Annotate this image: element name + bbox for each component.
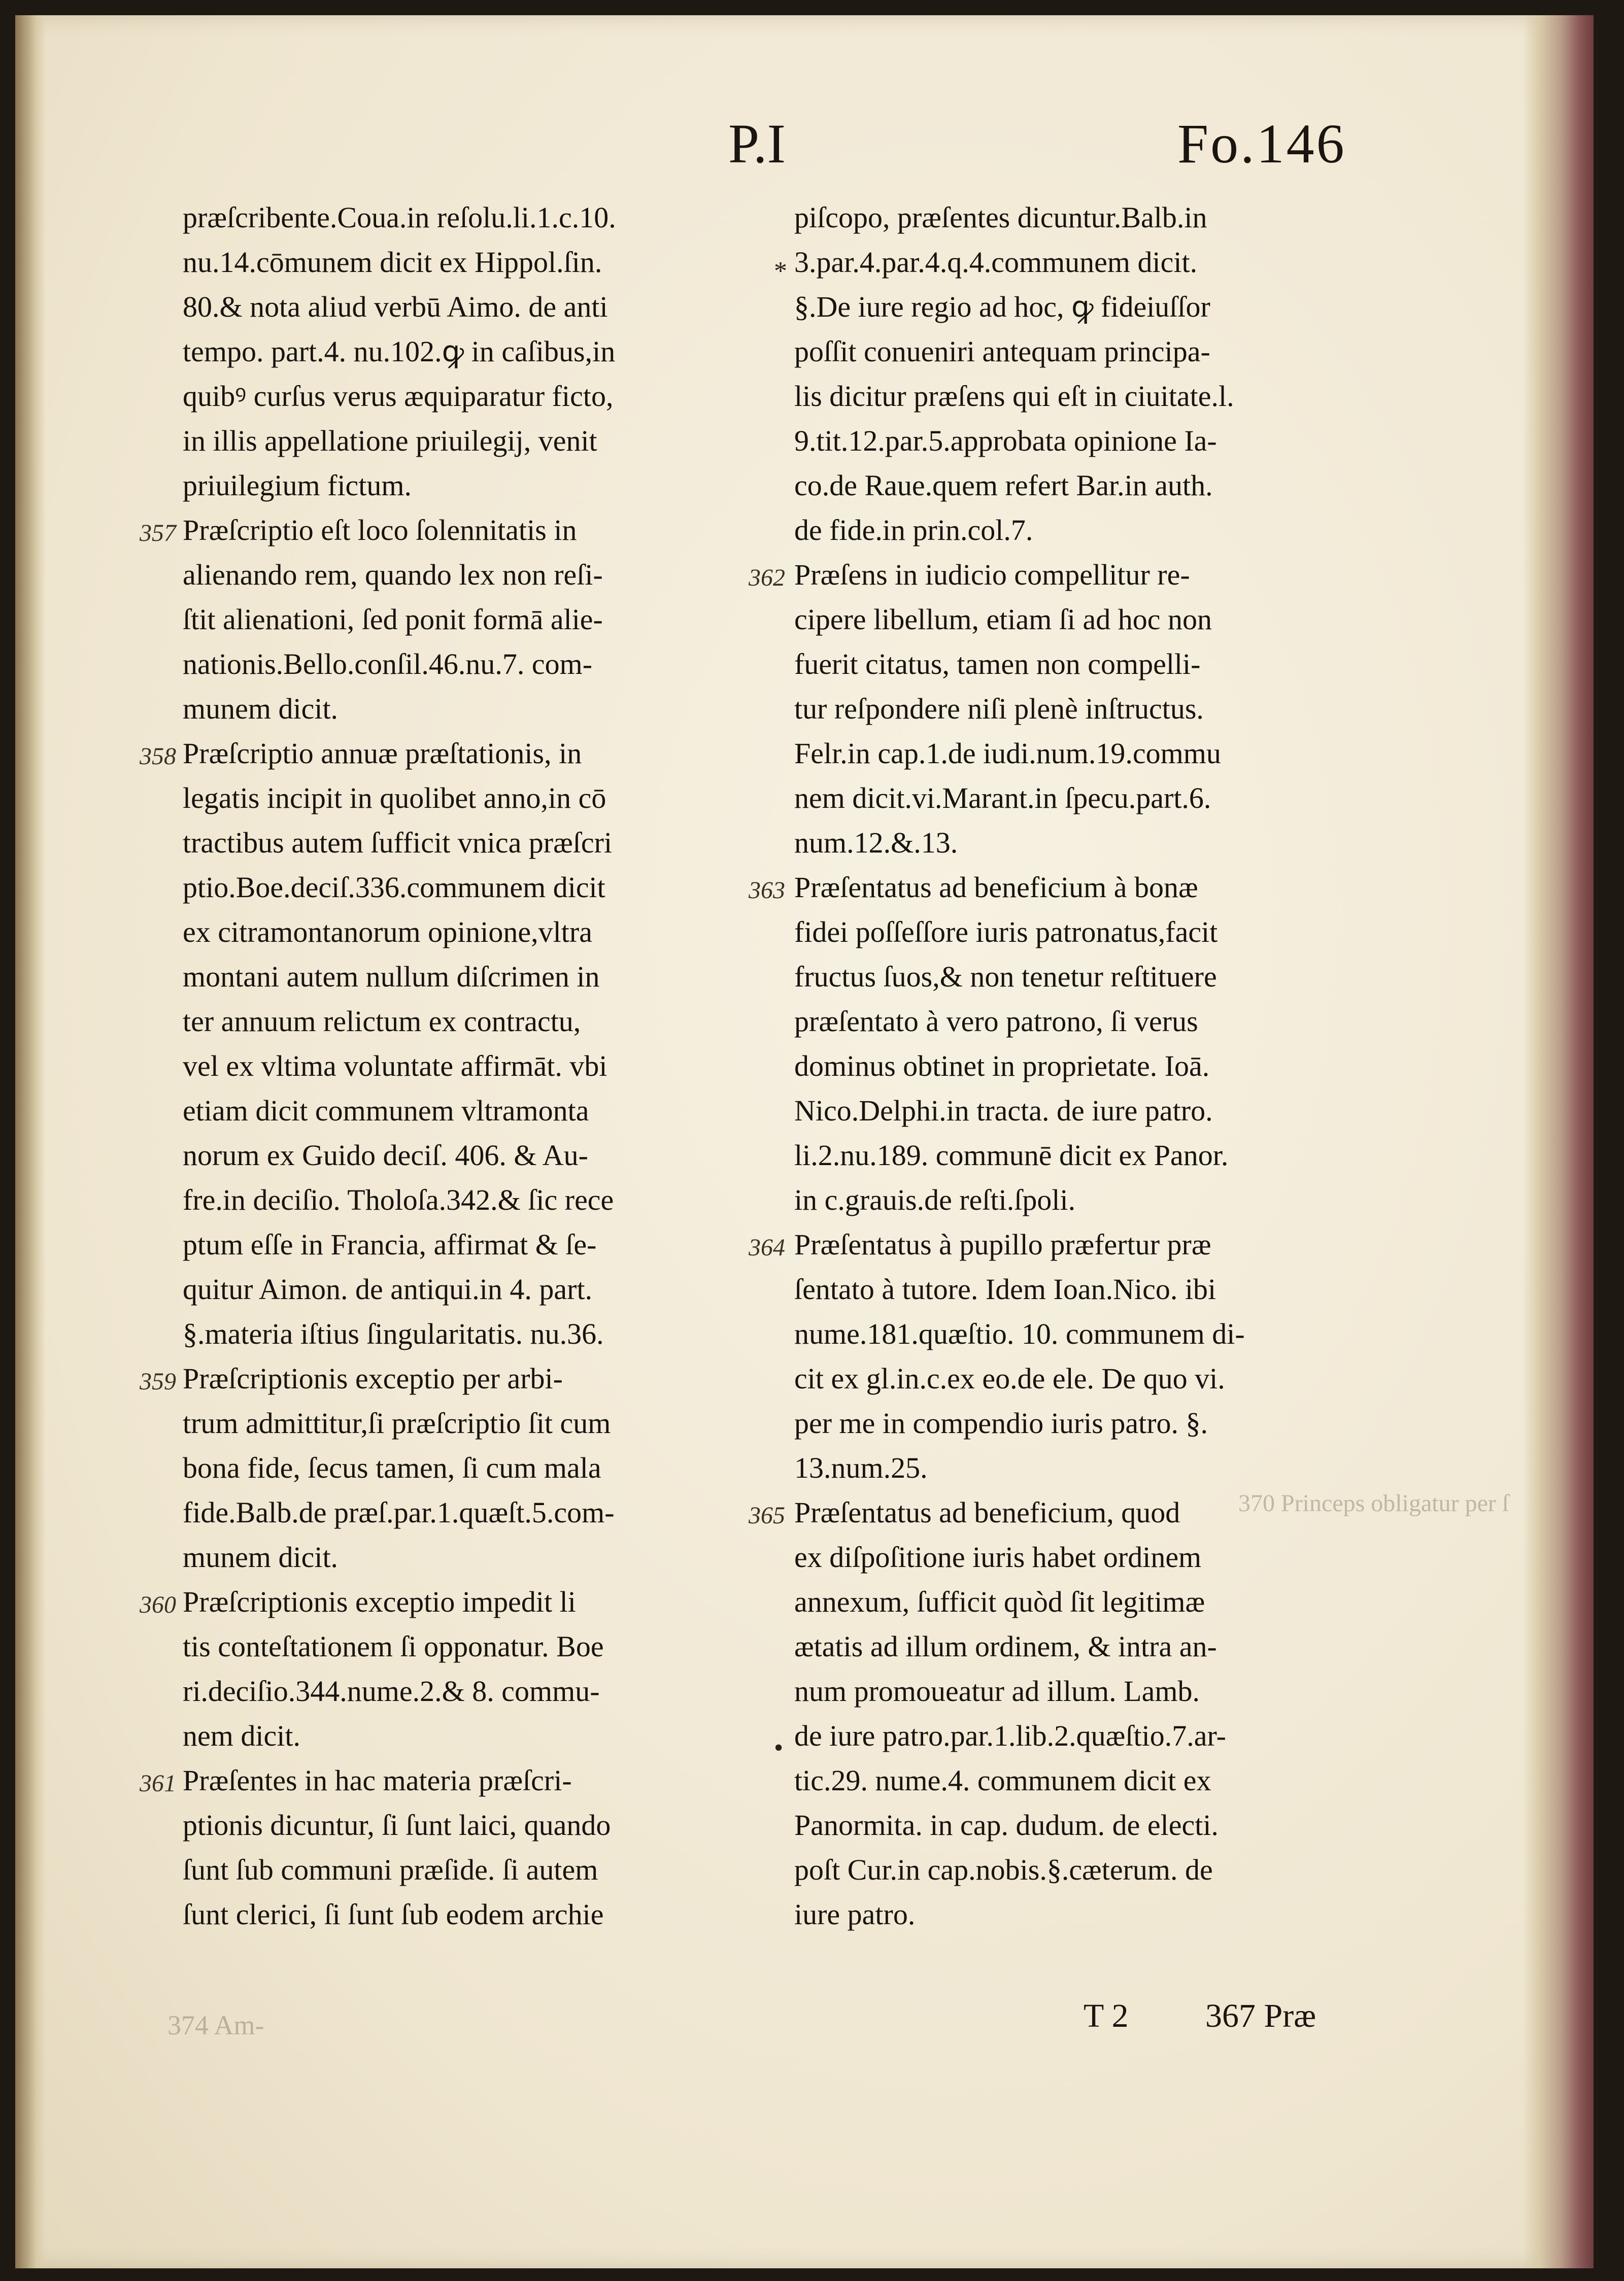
show-through-text: 374 Am- (167, 2010, 264, 2040)
text-line (140, 1580, 731, 1624)
text-line: etiam dicit communem vltramonta (183, 1094, 589, 1127)
text-line: de iure patro.par.1.lib.2.quæſtio.7.ar- (794, 1719, 1226, 1752)
text-line: munem dicit. (183, 1541, 339, 1574)
entry-number: 365 (749, 1502, 785, 1529)
text-line: ſtit alienationi, ſed ponit formā alie- (183, 603, 603, 636)
text-line: in c.grauis.de reſti.ſpoli. (794, 1183, 1076, 1216)
entry-text: Præſcriptionis exceptio impedit li (183, 1585, 576, 1618)
text-line: li.2.nu.189. communē dicit ex Panor. (794, 1139, 1229, 1172)
text-line: fide.Balb.de præſ.par.1.quæſt.5.com- (183, 1496, 615, 1529)
text-line: num promoueatur ad illum. Lamb. (794, 1675, 1200, 1708)
text-line: cit ex gl.in.c.ex eo.de ele. De quo vi. (794, 1362, 1225, 1395)
text-line: per me in compendio iuris patro. §. (794, 1407, 1208, 1440)
catchword: 367 Præ (1205, 1997, 1316, 2034)
text-line: dominus obtinet in proprietate. Ioā. (794, 1049, 1210, 1082)
entry-number: 357 (140, 520, 176, 547)
text-line: nu.14.cōmunem dicit ex Hippol.ſin. (183, 246, 602, 279)
entry-text: Præſentatus à pupillo præfertur præ (794, 1228, 1211, 1261)
text-line: quibꝰ curſus verus æquiparatur ficto, (183, 380, 614, 413)
text-line: ex diſpoſitione iuris habet ordinem (794, 1541, 1202, 1574)
text-line: tractibus autem ſufficit vnica præſcri (183, 826, 613, 859)
entry-number: 364 (749, 1234, 785, 1261)
text-line: fuerit citatus, tamen non compelli- (794, 648, 1201, 680)
text-line: præſentato à vero patrono, ſi verus (794, 1005, 1198, 1038)
text-line: quitur Aimon. de antiqui.in 4. part. (183, 1273, 593, 1306)
text-line: nationis.Bello.conſil.46.nu.7. com- (183, 648, 593, 680)
entry-number: 359 (140, 1368, 176, 1395)
signature-mark: T 2 (1084, 1997, 1129, 2034)
text-line: fructus ſuos,& non tenetur reſtituere (794, 960, 1217, 993)
page-header (15, 112, 1594, 188)
entry-number: 360 (140, 1591, 176, 1618)
entry-number: 363 (749, 877, 785, 904)
text-line (749, 1222, 1342, 1267)
signature-mark: P.I (728, 113, 786, 175)
text-line: lis dicitur præſens qui eſt in ciuitate.l. (794, 380, 1234, 413)
text-line: annexum, ſufficit quòd ſit legitimæ (794, 1585, 1205, 1618)
text-line (140, 508, 731, 553)
text-line: Nico.Delphi.in tracta. de iure patro. (794, 1094, 1213, 1127)
text-line: in illis appellatione priuilegij, venit (183, 424, 597, 457)
text-line: ptionis dicuntur, ſi ſunt laici, quando (183, 1809, 611, 1842)
text-line: tempo. part.4. nu.102.ꝙ in caſibus,in (183, 335, 616, 368)
book-page (15, 15, 1594, 2268)
text-line: ex citramontanorum opinione,vltra (183, 915, 592, 948)
text-line: nem dicit. (183, 1719, 300, 1752)
text-line: alienando rem, quando lex non reſi- (183, 558, 603, 591)
text-line: præſcribente.Coua.in reſolu.li.1.c.10. (183, 201, 616, 234)
text-line: tic.29. nume.4. communem dicit ex (794, 1764, 1211, 1797)
page-edge (1522, 15, 1594, 2268)
entry-number: 362 (749, 564, 785, 591)
marginal-asterisk: * (774, 257, 787, 286)
text-line: legatis incipit in quolibet anno,in cō (183, 781, 606, 814)
text-line: iure patro. (794, 1898, 916, 1931)
text-line: ſunt ſub communi præſide. ſi autem (183, 1853, 598, 1886)
text-line: vel ex vltima voluntate affirmāt. vbi (183, 1049, 607, 1082)
entry-text: Præſentatus ad beneficium, quod (794, 1496, 1180, 1529)
entry-text: Præſens in iudicio compellitur re- (794, 558, 1190, 591)
text-line: piſcopo, præſentes dicuntur.Balb.in (794, 201, 1207, 234)
entry-text: Præſcriptionis exceptio per arbi- (183, 1362, 563, 1395)
marginal-dot: • (774, 1733, 784, 1762)
right-column (749, 195, 1342, 1937)
text-line (749, 1490, 1342, 1535)
text-line: ptum eſſe in Francia, affirmat & ſe- (183, 1228, 597, 1261)
text-line: poſt Cur.in cap.nobis.§.cæterum. de (794, 1853, 1213, 1886)
text-line: norum ex Guido deciſ. 406. & Au- (183, 1139, 589, 1172)
text-line: fidei poſſeſſore iuris patronatus,facit (794, 915, 1218, 948)
text-line: 3.par.4.par.4.q.4.communem dicit. (794, 246, 1198, 279)
text-line: ſunt clerici, ſi ſunt ſub eodem archie (183, 1898, 604, 1931)
binding-gutter (15, 15, 46, 2268)
text-line: 80.& nota aliud verbū Aimo. de anti (183, 290, 608, 323)
text-line (140, 731, 731, 776)
text-line: tis conteſtationem ſi opponatur. Boe (183, 1630, 604, 1663)
text-line: ri.deciſio.344.nume.2.& 8. commu- (183, 1675, 600, 1708)
text-line: fre.in deciſio. Tholoſa.342.& ſic rece (183, 1183, 614, 1216)
text-line: priuilegium fictum. (183, 469, 412, 502)
entry-text: Præſentes in hac materia præſcri- (183, 1764, 572, 1797)
text-line: bona fide, ſecus tamen, ſi cum mala (183, 1451, 601, 1484)
text-line: nem dicit.vi.Marant.in ſpecu.part.6. (794, 781, 1211, 814)
text-line: §.materia iſtius ſingularitatis. nu.36. (183, 1317, 604, 1350)
text-line: 13.num.25. (794, 1451, 928, 1484)
text-line (749, 865, 1342, 910)
entry-text: Præſcriptio eſt loco ſolennitatis in (183, 514, 577, 547)
text-line: ſentato à tutore. Idem Ioan.Nico. ibi (794, 1273, 1216, 1306)
text-line: trum admittitur,ſi præſcriptio ſit cum (183, 1407, 611, 1440)
text-line (749, 553, 1342, 597)
text-line: nume.181.quæſtio. 10. communem di- (794, 1317, 1245, 1350)
text-line: num.12.&.13. (794, 826, 958, 859)
left-column (140, 195, 731, 1937)
entry-number: 361 (140, 1770, 176, 1797)
page-footer (15, 1997, 1594, 2048)
text-line: Panormita. in cap. dudum. de electi. (794, 1809, 1219, 1842)
text-line: 9.tit.12.par.5.approbata opinione Ia- (794, 424, 1217, 457)
entry-text: Præſcriptio annuæ præſtationis, in (183, 737, 582, 770)
show-through-text: 370 Princeps obligatur per ſ (1238, 1490, 1509, 1517)
folio-number: Fo.146 (1177, 113, 1346, 175)
text-line (140, 1758, 731, 1803)
text-line: cipere libellum, etiam ſi ad hoc non (794, 603, 1212, 636)
text-line: Felr.in cap.1.de iudi.num.19.commu (794, 737, 1221, 770)
entry-number: 358 (140, 743, 176, 770)
text-line (140, 1356, 731, 1401)
text-line: de fide.in prin.col.7. (794, 514, 1033, 547)
text-line: ptio.Boe.deciſ.336.communem dicit (183, 871, 605, 904)
text-line: ætatis ad illum ordinem, & intra an- (794, 1630, 1217, 1663)
text-line: ter annuum relictum ex contractu, (183, 1005, 581, 1038)
text-line: montani autem nullum diſcrimen in (183, 960, 600, 993)
text-line: tur reſpondere niſi plenè inſtructus. (794, 692, 1204, 725)
text-line: co.de Raue.quem refert Bar.in auth. (794, 469, 1213, 502)
entry-text: Præſentatus ad beneficium à bonæ (794, 871, 1198, 904)
text-line: poſſit conueniri antequam principa- (794, 335, 1210, 368)
text-line: munem dicit. (183, 692, 339, 725)
text-line: §.De iure regio ad hoc, ꝙ fideiuſſor (794, 290, 1210, 323)
